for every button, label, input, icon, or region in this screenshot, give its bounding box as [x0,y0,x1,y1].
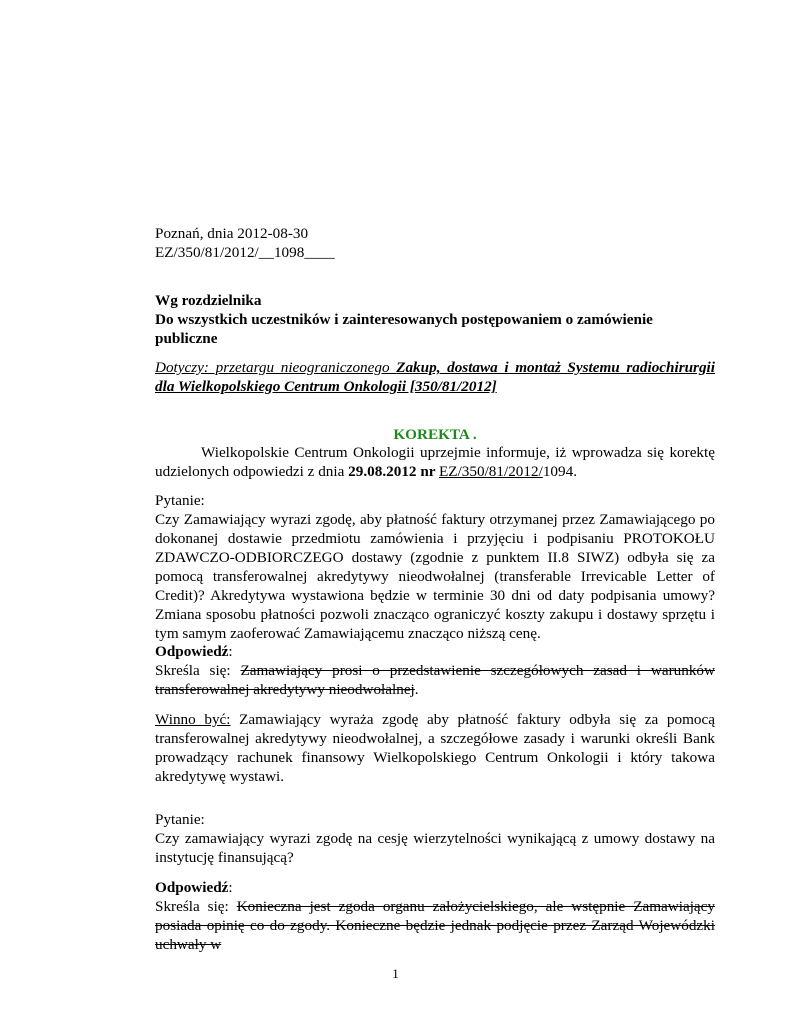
question-2-text: Czy zamawiający wyrazi zgodę na cesję wierzytelności wynikającą z umowy dostawy na instytucję finansującą? [155,830,715,866]
recipients-line-1: Wg rozdzielnika [155,292,262,309]
intro-end: 1094. [542,463,577,480]
answer-1-winno [155,710,715,786]
intro-date: 29.08.2012 nr [348,463,440,480]
recipients-line-2: Do wszystkich uczestników i zainteresowanych postępowaniem o zamówienie publiczne [155,311,653,347]
answer-2-label: Odpowiedź [155,879,229,896]
winno-text: Zamawiający wyraża zgodę aby płatność faktury odbyła się za pomocą transferowalnej akredytywy nieodwołalnej, a szczegółowe zasady i warunki określi Bank prowadzący rachunek finansowy Wielkopolskiego Centrum Onkologii i który takowa akredytywę wystawi. [155,711,715,785]
intro-ref: EZ/350/81/2012/ [439,463,543,480]
question-2-label: Pytanie: [155,811,205,828]
subject-title: Zakup, dostawa i montaż Systemu radiochirurgii dla Wielkopolskiego Centrum Onkologii [350/81/2012] [155,359,715,395]
strike-2-label: Skreśla się: [155,898,237,915]
subject [155,358,715,396]
answer-1-colon: : [228,643,233,660]
page-number: 1 [392,966,399,981]
answer-1-strike [155,661,715,699]
strike-2-text: Konieczna jest zgoda organu założycielskiego, ale wstępnie Zamawiający posiada opinię co do zgody. Konieczne będzie jednak podjęcie przez Zarząd Wojewódzki uchwały w [155,898,715,953]
subject-prefix: Dotyczy: przetargu nieograniczonego [155,359,397,376]
strike-1-label: Skreśla się: [155,662,241,679]
question-1-text: Czy Zamawiający wyrazi zgodę, aby płatność faktury otrzymanej przez Zamawiającego po dokonanej dostawie przedmiotu zamówienia i przyjęciu i podpisaniu PROTOKOŁU ZDAWCZO-ODBIORCZEGO dostawy (zgodnie z punktem II.8 SIWZ) odbyła się za pomocą transferowalnej akredytywy nieodwołalnej (transferable Irrevicable Letter of Credit)? Akredytywa wystawiona będzie w terminie 30 dni od daty podpisania umowy? Zmiana sposobu płatności pozwoli znacząco ograniczyć koszty zakupu i dostawy sprzętu i tym samym zaoferować Zamawiającemu znacząco niższą cenę. [155,511,715,642]
korekta-heading: KOREKTA . [393,426,477,443]
question-1-label: Pytanie: [155,492,205,509]
strike-1-text: Zamawiający prosi o przedstawienie szczegółowych zasad i warunków transferowalnej akredytywy nieodwołalnej [155,662,715,698]
reference-number: EZ/350/81/2012/__1098____ [155,244,335,261]
city-date: Poznań, dnia 2012-08-30 [155,225,309,242]
answer-1-label: Odpowiedź [155,643,229,660]
strike-1-end: . [414,681,419,698]
answer-2-heading [155,878,715,897]
korekta-intro [155,443,715,481]
letter-header [155,224,715,262]
recipients [155,291,715,348]
answer-2-strike [155,897,715,954]
answer-2-colon: : [228,879,233,896]
answer-1-heading [155,642,715,661]
winno-label: Winno być: [155,711,231,728]
intro-text: Wielkopolskie Centrum Onkologii uprzejmie informuje, iż wprowadza się korektę udzielonych odpowiedzi z dnia [155,444,715,480]
